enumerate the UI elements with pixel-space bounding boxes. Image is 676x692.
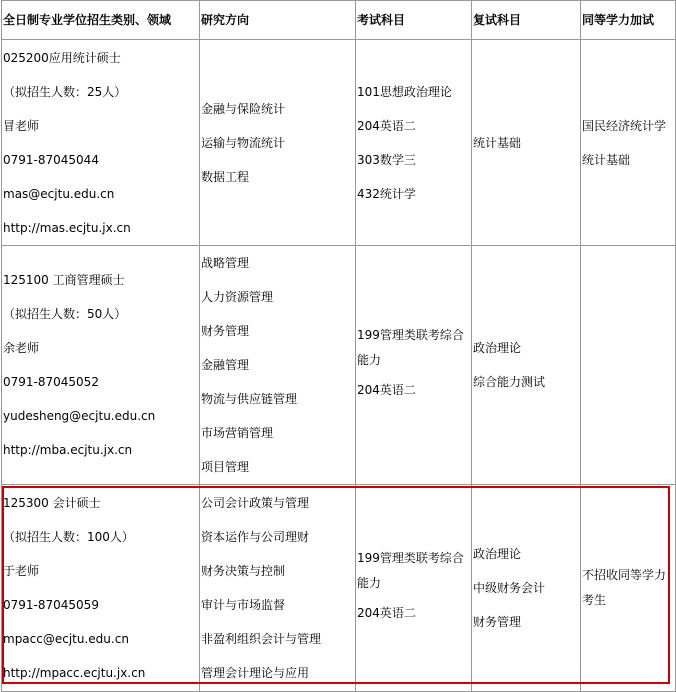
exam-item: 199管理类联考综合能力 xyxy=(357,328,464,367)
program-website: http://mba.ecjtu.jx.cn xyxy=(3,443,133,457)
table-row xyxy=(2,40,676,246)
equivalent-cell xyxy=(581,485,676,692)
program-phone: 0791-87045059 xyxy=(3,598,99,612)
retest-cell xyxy=(472,485,581,692)
direction-item: 资本运作与公司理财 xyxy=(201,530,310,544)
program-email: yudesheng@ecjtu.edu.cn xyxy=(3,409,156,423)
program-quota: （拟招生人数：100人） xyxy=(3,530,134,544)
direction-item: 物流与供应链管理 xyxy=(201,392,298,406)
header-directions: 研究方向 xyxy=(200,1,356,40)
program-cell xyxy=(2,485,200,692)
exams-cell xyxy=(356,40,472,246)
direction-item: 金融与保险统计 xyxy=(201,101,286,116)
header-row xyxy=(2,1,676,40)
exams-cell xyxy=(356,485,472,692)
equivalent-item: 统计基础 xyxy=(582,152,631,167)
exam-item: 204英语二 xyxy=(357,606,416,620)
program-cell xyxy=(2,40,200,246)
retest-cell xyxy=(472,246,581,485)
exam-item: 204英语二 xyxy=(357,383,416,397)
header-retest: 复试科目 xyxy=(472,1,581,40)
program-website: http://mas.ecjtu.jx.cn xyxy=(3,220,131,235)
direction-item: 财务决策与控制 xyxy=(201,564,286,578)
table-row xyxy=(2,485,676,692)
direction-item: 市场营销管理 xyxy=(201,426,274,440)
retest-cell xyxy=(472,40,581,246)
retest-item: 中级财务会计 xyxy=(473,581,546,595)
exam-item: 101思想政治理论 xyxy=(357,84,452,99)
equivalent-cell xyxy=(581,246,676,485)
direction-item: 运输与物流统计 xyxy=(201,135,286,150)
equivalent-item: 不招收同等学力考生 xyxy=(582,568,667,607)
program-phone: 0791-87045044 xyxy=(3,152,99,167)
program-contact: 于老师 xyxy=(3,564,40,578)
program-contact: 余老师 xyxy=(3,341,40,355)
exam-item: 204英语二 xyxy=(357,118,416,133)
directions-cell xyxy=(200,246,356,485)
exams-cell xyxy=(356,246,472,485)
exam-item: 432统计学 xyxy=(357,186,416,201)
retest-item: 统计基础 xyxy=(473,135,522,150)
direction-item: 审计与市场监督 xyxy=(201,598,286,612)
header-program: 全日制专业学位招生类别、领域 xyxy=(2,1,200,40)
admissions-table xyxy=(1,0,676,692)
table-row xyxy=(2,246,676,485)
exam-item: 199管理类联考综合能力 xyxy=(357,551,464,590)
exam-item: 303数学三 xyxy=(357,152,416,167)
direction-item: 管理会计理论与应用 xyxy=(201,666,310,680)
program-name: 125300 会计硕士 xyxy=(3,496,101,510)
direction-item: 非盈利组织会计与管理 xyxy=(201,632,322,646)
retest-item: 政治理论 xyxy=(473,547,522,561)
direction-item: 金融管理 xyxy=(201,358,250,372)
directions-cell xyxy=(200,40,356,246)
direction-item: 财务管理 xyxy=(201,324,250,338)
program-name: 125100 工商管理硕士 xyxy=(3,273,125,287)
program-quota: （拟招生人数：25人） xyxy=(3,84,127,99)
program-cell xyxy=(2,246,200,485)
program-quota: （拟招生人数：50人） xyxy=(3,307,127,321)
program-website: http://mpacc.ecjtu.jx.cn xyxy=(3,666,146,680)
retest-item: 政治理论 xyxy=(473,341,522,355)
direction-item: 战略管理 xyxy=(201,256,250,270)
program-email: mas@ecjtu.edu.cn xyxy=(3,186,115,201)
program-phone: 0791-87045052 xyxy=(3,375,99,389)
retest-item: 综合能力测试 xyxy=(473,375,546,389)
direction-item: 数据工程 xyxy=(201,169,250,184)
program-name: 025200应用统计硕士 xyxy=(3,50,121,65)
direction-item: 公司会计政策与管理 xyxy=(201,496,310,510)
directions-cell xyxy=(200,485,356,692)
direction-item: 项目管理 xyxy=(201,460,250,474)
equivalent-item: 国民经济统计学 xyxy=(582,118,667,133)
direction-item: 人力资源管理 xyxy=(201,290,274,304)
equivalent-cell xyxy=(581,40,676,246)
program-contact: 冒老师 xyxy=(3,118,40,133)
header-equivalent: 同等学力加试 xyxy=(581,1,676,40)
header-exams: 考试科目 xyxy=(356,1,472,40)
program-email: mpacc@ecjtu.edu.cn xyxy=(3,632,129,646)
retest-item: 财务管理 xyxy=(473,615,522,629)
